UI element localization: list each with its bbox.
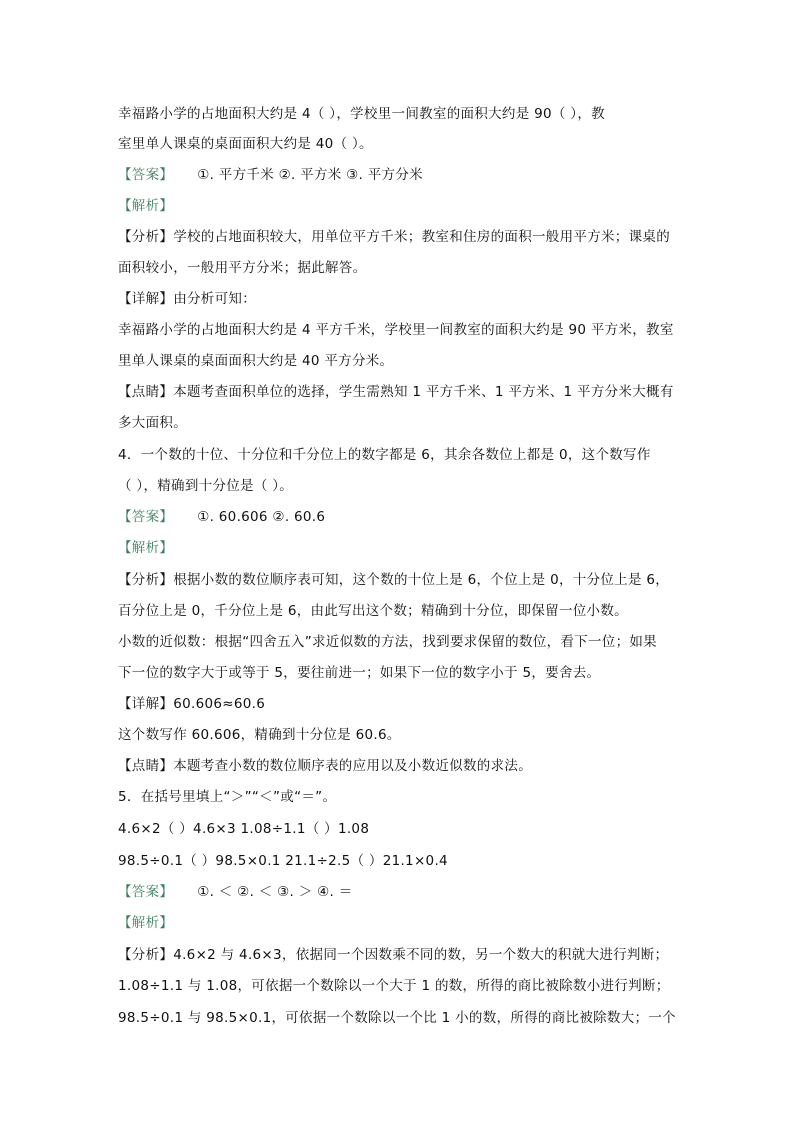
q5-expr-line-2: 98.5÷0.1（ ）98.5×0.1 21.1÷2.5（ ）21.1×0.4 (118, 853, 448, 869)
fenxi-tag: 【分析】 (118, 229, 174, 245)
q3-stem-line-1: 幸福路小学的占地面积大约是 4（ ），学校里一间教室的面积大约是 90（ ），教 (118, 106, 605, 122)
fenxi-text: 4.6×2 与 4.6×3，依据同一个因数乘不同的数，另一个数大的积就大进行判断； (173, 947, 669, 963)
xiangjie-text: 60.606≈60.6 (173, 696, 266, 712)
q4-xiangjie-line-1 (118, 694, 265, 714)
answer-text: ①. 平方千米 ②. 平方米 ③. 平方分米 (197, 167, 423, 183)
q4-fenxi-line-3: 小数的近似数：根据“四舍五入”求近似数的方法，找到要求保留的数位，看下一位；如果 (118, 634, 657, 650)
answer-tag: 【答案】 (118, 167, 174, 183)
q4-jiexi (118, 538, 173, 558)
q3-stem-line-2: 室里单人课桌的桌面面积大约是 40（ ）。 (118, 136, 373, 152)
q3-fenxi-line-2: 面积较小，一般用平方分米；据此解答。 (118, 260, 367, 276)
answer-tag: 【答案】 (118, 884, 174, 900)
dianjing-text: 本题考查面积单位的选择，学生需熟知 1 平方千米、1 平方米、1 平方分米大概有 (173, 384, 674, 400)
q3-dianjing-line-2: 多大面积。 (118, 415, 187, 431)
fenxi-text: 学校的占地面积较大，用单位平方千米；教室和住房的面积一般用平方米；课桌的 (173, 229, 671, 245)
q3-xiangjie-line-2: 幸福路小学的占地面积大约是 4 平方千米，学校里一间教室的面积大约是 90 平方米，教室 (118, 322, 674, 338)
q3-xiangjie-line-3: 里单人课桌的桌面面积大约是 40 平方分米。 (118, 353, 394, 369)
q5-fenxi-line-1 (118, 945, 668, 965)
q3-fenxi-line-1 (118, 227, 670, 247)
xiangjie-tag: 【详解】 (118, 696, 174, 712)
q4-dianjing-line-1 (118, 756, 532, 776)
q4-fenxi-line-1 (118, 570, 669, 590)
q5-answer (118, 882, 353, 902)
q3-dianjing-line-1 (118, 382, 674, 402)
dianjing-tag: 【点睛】 (118, 384, 174, 400)
jiexi-tag: 【解析】 (118, 915, 174, 931)
jiexi-tag: 【解析】 (118, 198, 174, 214)
q4-fenxi-line-4: 下一位的数字大于或等于 5，要往前进一；如果下一位的数字小于 5，要舍去。 (118, 665, 601, 681)
xiangjie-text: 由分析可知： (173, 291, 257, 307)
q3-jiexi (118, 196, 173, 216)
q5-stem-line-1: 5．在括号里填上“＞”“＜”或“＝”。 (118, 789, 337, 805)
q4-fenxi-line-2: 百分位上是 0，千分位上是 6，由此写出这个数；精确到十分位，即保留一位小数。 (118, 603, 628, 619)
dianjing-tag: 【点睛】 (118, 758, 174, 774)
q4-xiangjie-line-2: 这个数写作 60.606，精确到十分位是 60.6。 (118, 727, 401, 743)
q4-answer (118, 507, 325, 527)
q5-expr-line-1: 4.6×2（ ）4.6×3 1.08÷1.1（ ）1.08 (118, 821, 370, 837)
q5-fenxi-line-3: 98.5÷0.1 与 98.5×0.1，可依据一个数除以一个比 1 小的数，所得的商比被除数大；一个 (118, 1010, 676, 1026)
q5-fenxi-line-2: 1.08÷1.1 与 1.08，可依据一个数除以一个大于 1 的数，所得的商比被除数小进行判断； (118, 978, 670, 994)
xiangjie-tag: 【详解】 (118, 291, 174, 307)
q4-stem-line-2: （ ），精确到十分位是（ ）。 (118, 478, 294, 494)
answer-tag: 【答案】 (118, 509, 174, 525)
fenxi-tag: 【分析】 (118, 947, 174, 963)
answer-text: ①. 60.606 ②. 60.6 (197, 509, 326, 525)
q5-jiexi (118, 913, 173, 933)
q4-stem-line-1: 4．一个数的十位、十分位和千分位上的数字都是 6，其余各数位上都是 0，这个数写作 (118, 447, 651, 463)
jiexi-tag: 【解析】 (118, 540, 174, 556)
fenxi-text: 根据小数的数位顺序表可知，这个数的十位上是 6，个位上是 0，十分位上是 6， (173, 572, 670, 588)
dianjing-text: 本题考查小数的数位顺序表的应用以及小数近似数的求法。 (173, 758, 533, 774)
answer-text: ①. ＜ ②. ＜ ③. ＞ ④. ＝ (197, 884, 353, 900)
fenxi-tag: 【分析】 (118, 572, 174, 588)
q3-answer (118, 165, 423, 185)
q3-xiangjie-line-1 (118, 289, 256, 309)
